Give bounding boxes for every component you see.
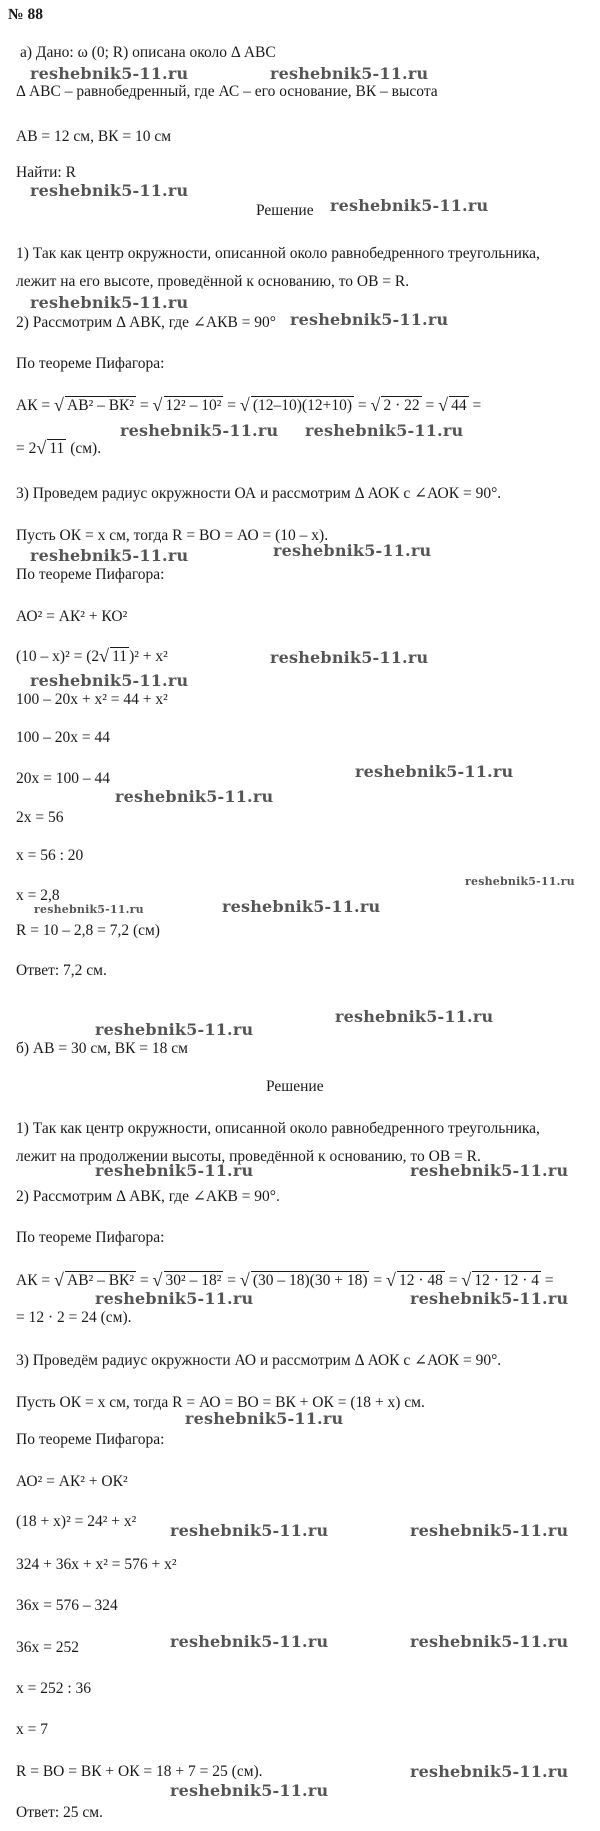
step2-line: 2) Рассмотрим Δ АВК, где ∠АКВ = 90° <box>16 314 276 331</box>
problem-number: № 88 <box>8 6 43 23</box>
sqrt-2 <box>155 397 224 415</box>
watermark: reshebnik5-11.ru <box>95 1020 254 1039</box>
eq-sign-end: = <box>540 1272 554 1289</box>
radicand-2: 12² – 10² <box>165 397 222 414</box>
watermark: reshebnik5-11.ru <box>465 875 575 888</box>
b-step1-line1: 1) Так как центр окружности, описанной около равнобедренного треугольника, <box>16 1120 540 1137</box>
b-step1-line2: лежит на продолжении высоты, проведённой к основанию, то ОВ = R. <box>16 1148 481 1165</box>
eq-8: х = 2,8 <box>16 887 60 904</box>
b-sqrt-2 <box>155 1272 224 1290</box>
watermark: reshebnik5-11.ru <box>410 1161 569 1180</box>
watermark: reshebnik5-11.ru <box>170 1632 329 1651</box>
watermark: reshebnik5-11.ru <box>30 671 189 690</box>
eq-5: 20х = 100 – 44 <box>16 770 110 787</box>
b-eq-5: 36х = 252 <box>16 1639 79 1656</box>
eq-7: х = 56 : 20 <box>16 847 84 864</box>
eq-sign: = <box>444 1272 462 1289</box>
ak-equation <box>16 397 481 415</box>
b-sqrt-3 <box>242 1272 370 1290</box>
watermark: reshebnik5-11.ru <box>222 897 381 916</box>
let-line: Пусть ОК = х см, тогда R = ВО = АО = (10 – х). <box>16 527 329 544</box>
radicand-1: АВ² – ВК² <box>67 397 135 414</box>
radicand-5: 44 <box>451 397 467 414</box>
watermark: reshebnik5-11.ru <box>410 1289 569 1308</box>
watermark: reshebnik5-11.ru <box>270 648 429 667</box>
watermark: reshebnik5-11.ru <box>410 1521 569 1540</box>
sqrt-3 <box>242 397 354 415</box>
watermark: reshebnik5-11.ru <box>120 421 279 440</box>
pythagoras-label-2: По теореме Пифагора: <box>16 566 165 583</box>
watermark: reshebnik5-11.ru <box>170 1521 329 1540</box>
solution-heading-a: Решение <box>256 202 314 219</box>
given-line-2: Δ АВС – равнобедренный, где АС – его основание, ВК – высота <box>16 83 438 100</box>
watermark: reshebnik5-11.ru <box>30 64 189 83</box>
b-ak-equation <box>16 1272 554 1290</box>
b-eq-3: 324 + 36х + х² = 576 + х² <box>16 1556 177 1573</box>
b-radicand-4: 12 · 48 <box>398 1272 443 1289</box>
b-radicand-1: АВ² – ВК² <box>67 1272 135 1289</box>
solution-heading-b: Решение <box>266 1078 324 1095</box>
radicand-6: 11 <box>49 440 65 457</box>
b-radicand-2: 30² – 18² <box>165 1272 222 1289</box>
b-ak-start: АК = <box>16 1272 55 1289</box>
watermark: reshebnik5-11.ru <box>410 1762 569 1781</box>
given-b: б) АВ = 30 см, ВК = 18 см <box>16 1040 188 1057</box>
watermark: reshebnik5-11.ru <box>95 1161 254 1180</box>
ak-start: АК = <box>16 397 55 414</box>
ak-result <box>16 440 101 458</box>
watermark: reshebnik5-11.ru <box>290 310 449 329</box>
b-eq-4: 36х = 576 – 324 <box>16 1597 118 1614</box>
watermark: reshebnik5-11.ru <box>115 787 274 806</box>
b-eq-6: х = 252 : 36 <box>16 1680 92 1697</box>
b-step2-line: 2) Рассмотрим Δ АВК, где ∠АКВ = 90°. <box>16 1188 280 1205</box>
sqrt-7 <box>101 648 129 666</box>
b-pythagoras-label-2: По теореме Пифагора: <box>16 1431 165 1448</box>
pythagoras-label: По теореме Пифагора: <box>16 355 165 372</box>
eq-2-pre: (10 – х)² = (2 <box>16 648 100 665</box>
watermark: reshebnik5-11.ru <box>270 64 429 83</box>
eq-9: R = 10 – 2,8 = 7,2 (см) <box>16 922 160 939</box>
eq-sign: = <box>421 397 439 414</box>
watermark: reshebnik5-11.ru <box>30 181 189 200</box>
eq-sign: = <box>136 1272 153 1289</box>
b-let-line: Пусть ОК = х см, тогда R = АО = ВО = ВК + ОК = (18 + х) см. <box>16 1394 425 1411</box>
watermark: reshebnik5-11.ru <box>330 196 489 215</box>
sqrt-4 <box>372 397 421 415</box>
eq-sign: = <box>223 397 240 414</box>
eq-sign: = <box>369 1272 386 1289</box>
watermark: reshebnik5-11.ru <box>170 1781 329 1800</box>
b-eq-7: х = 7 <box>16 1721 48 1738</box>
watermark: reshebnik5-11.ru <box>273 541 432 560</box>
b-eq-1: АО² = АК² + ОК² <box>16 1473 128 1490</box>
answer-b: Ответ: 25 см. <box>16 1804 103 1821</box>
step1-line1: 1) Так как центр окружности, описанной около равнобедренного треугольника, <box>16 245 540 262</box>
ak-result-post: (см). <box>66 440 102 457</box>
eq-sign-end: = <box>468 397 482 414</box>
b-radicand-5: 12 · 12 · 4 <box>474 1272 539 1289</box>
b-eq-2: (18 + х)² = 24² + х² <box>16 1513 137 1530</box>
eq-4: 100 – 20х = 44 <box>16 729 110 746</box>
b-eq-8: R = ВО = ВК + ОК = 18 + 7 = 25 (см). <box>16 1763 263 1780</box>
sqrt-6 <box>38 440 66 458</box>
watermark: reshebnik5-11.ru <box>355 762 514 781</box>
answer-a: Ответ: 7,2 см. <box>16 962 107 979</box>
b-pythagoras-label: По теореме Пифагора: <box>16 1229 165 1246</box>
eq-6: 2х = 56 <box>16 809 64 826</box>
b-ak-result: = 12 · 2 = 24 (см). <box>16 1309 132 1326</box>
eq-1: АО² = АК² + КО² <box>16 608 128 625</box>
ak-result-pre: = 2 <box>16 440 37 457</box>
watermark: reshebnik5-11.ru <box>305 421 464 440</box>
watermark: reshebnik5-11.ru <box>335 1007 494 1026</box>
b-radicand-3: (30 – 18)(30 + 18) <box>252 1272 368 1289</box>
radicand-4: 2 · 22 <box>383 397 420 414</box>
watermark: reshebnik5-11.ru <box>95 1289 254 1308</box>
watermark: reshebnik5-11.ru <box>30 546 189 565</box>
sqrt-5 <box>440 397 469 415</box>
b-sqrt-4 <box>388 1272 445 1290</box>
eq-2-post: )² + х² <box>129 648 168 665</box>
radicand-3: (12–10)(12+10) <box>252 397 352 414</box>
watermark: reshebnik5-11.ru <box>185 1409 344 1428</box>
eq-sign: = <box>136 397 153 414</box>
given-line-1: а) Дано: ω (0; R) описана около Δ АВС <box>20 44 276 61</box>
eq-sign: = <box>223 1272 240 1289</box>
step1-line2: лежит на его высоте, проведённой к основанию, то ОВ = R. <box>16 273 410 290</box>
given-line-3: АВ = 12 см, ВК = 10 см <box>16 128 172 145</box>
watermark: reshebnik5-11.ru <box>34 903 144 916</box>
b-step3-line: 3) Проведём радиус окружности АО и рассмотрим Δ АОК с ∠АОК = 90°. <box>16 1352 502 1369</box>
b-sqrt-5 <box>463 1272 541 1290</box>
find-line: Найти: R <box>16 164 76 181</box>
watermark: reshebnik5-11.ru <box>30 293 189 312</box>
step3-line: 3) Проведем радиус окружности ОА и рассмотрим Δ АОК с ∠АОК = 90°. <box>16 485 502 502</box>
eq-2 <box>16 648 168 666</box>
sqrt-1 <box>56 397 136 415</box>
watermark: reshebnik5-11.ru <box>410 1632 569 1651</box>
eq-3: 100 – 20х + х² = 44 + х² <box>16 691 168 708</box>
radicand-7: 11 <box>112 648 128 665</box>
eq-sign: = <box>353 397 371 414</box>
b-sqrt-1 <box>56 1272 136 1290</box>
